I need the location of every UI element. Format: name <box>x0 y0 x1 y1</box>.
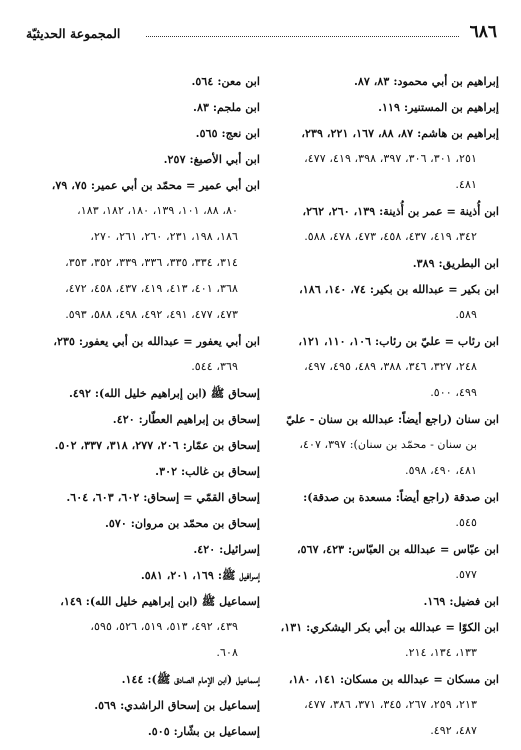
index-entry-continuation: ٣٤٢، ٤١٩، ٤٣٧، ٤٥٨، ٤٧٣، ٤٧٨، ٥٨٨. <box>304 230 477 243</box>
index-entry-continuation: ٨٠، ٨٨، ١٠١، ١٣٩، ١٨٠، ١٨٢، ١٨٣، <box>77 204 238 217</box>
index-entry-heading: ابن أبي يعفور = عبدالله بن أبي يعفور: ٢٣٥، <box>53 334 260 348</box>
index-entry-heading: ابن مسكان = عبدالله بن مسكان: ١٤١، ١٨٠، <box>288 672 499 686</box>
index-entry-continuation: ٥٧٧. <box>455 568 477 581</box>
index-entry-heading: إسرافيل ﷺ: ١٦٩، ٢٠١، ٥٨١. <box>140 568 260 582</box>
index-entry-heading: إسماعيل بن بشّار: ٥٠٥. <box>147 724 260 738</box>
index-entry-heading: إسحاق بن غالب: ٣٠٢. <box>155 464 260 478</box>
index-entry-heading: إسحاق بن محمّد بن مروان: ٥٧٠. <box>104 516 260 530</box>
index-entry <box>267 614 499 666</box>
index-entry <box>267 588 499 614</box>
index-entry-heading: ابن فضيل: ١٦٩. <box>423 594 499 608</box>
index-entry <box>267 94 499 120</box>
index-entry-continuation: ١٣٣، ١٣٤، ٢١٤. <box>405 646 477 659</box>
index-entry-continuation: ٤٨١، ٤٩٠، ٥٩٨. <box>405 464 477 477</box>
index-entry-continuation: ٢٥١، ٣٠١، ٣٠٦، ٣٩٧، ٣٩٨، ٤١٩، ٤٧٧، <box>304 152 477 165</box>
index-entry-continuation: ٤٩٩، ٥٠٠. <box>430 386 477 399</box>
index-entry-continuation: ٤٣٩، ٤٩٢، ٥١٣، ٥١٩، ٥٢٦، ٥٩٥، <box>90 620 238 633</box>
index-entry <box>267 250 499 276</box>
index-entry-heading: ابن أُذينة = عمر بن أُذينة: ١٣٩، ٢٦٠، ٢٦٢، <box>302 204 499 218</box>
index-entry-continuation: ٤٨٧، ٤٩٢. <box>430 724 477 737</box>
index-entry-heading: إسماعيل (ابن الإمام الصادق ﷺ): ١٤٤. <box>121 672 260 686</box>
index-entry-heading: ابن أبي عمير = محمّد بن أبي عمير: ٧٥، ٧٩، <box>51 178 260 192</box>
index-entry <box>267 536 499 588</box>
index-entry <box>267 68 499 94</box>
index-entry-heading: إسحاق القمّي = إسحاق: ٦٠٢، ٦٠٣، ٦٠٤. <box>66 490 260 504</box>
index-entry-continuation: ٢١٣، ٢٥٩، ٢٦٧، ٣٤٥، ٣٧١، ٣٨٦، ٤٧٧، <box>304 698 477 711</box>
index-entry <box>267 120 499 198</box>
index-entry-heading: ابن البطريق: ٣٨٩. <box>412 256 499 270</box>
index-entry <box>28 328 260 380</box>
index-entry <box>28 588 260 666</box>
index-entry <box>28 120 260 146</box>
index-entry <box>28 432 260 458</box>
index-entry <box>28 406 260 432</box>
index-entry-heading: إسرائيل: ٤٢٠. <box>193 542 260 556</box>
index-entry <box>267 276 499 328</box>
running-title: المجموعة الحديثيّة <box>26 26 121 41</box>
index-entry-heading: ابن سنان (راجع أيضاً: عبدالله بن سنان - عليّ <box>286 412 499 426</box>
index-entry-heading: ابن معن: ٥٦٤. <box>191 74 260 88</box>
index-entry-continuation: بن سنان - محمّد بن سنان): ٣٩٧، ٤٠٧، <box>299 438 477 451</box>
index-entry-heading: إسحاق بن إبراهيم العطّار: ٤٢٠. <box>112 412 260 426</box>
index-entry-heading: إسحاق ﷺ (ابن إبراهيم خليل الله): ٤٩٢. <box>69 386 260 400</box>
index-entry <box>28 172 260 328</box>
index-entry <box>28 666 260 692</box>
index-entry-continuation: ٦٠٨. <box>216 646 238 659</box>
index-entry-continuation: ١٨٦، ١٩٨، ٢٣١، ٢٦٠، ٢٦١، ٢٧٠، <box>90 230 238 243</box>
index-entry-heading: ابن صدقة (راجع أيضاً: مسعدة بن صدقة): <box>303 490 499 504</box>
index-entry-heading: ابن بكير = عبدالله بن بكير: ٧٤، ١٤٠، ١٨٦، <box>299 282 499 296</box>
index-entry-continuation: ٤٧٣، ٤٧٧، ٤٩١، ٤٩٢، ٤٩٨، ٥٨٨، ٥٩٣. <box>65 308 238 321</box>
index-entry <box>28 380 260 406</box>
page-number: ٦٨٦ <box>469 22 497 42</box>
index-entry <box>28 718 260 744</box>
index-entry-heading: ابن رئاب = عليّ بن رئاب: ١٠٦، ١١٠، ١٢١، <box>298 334 499 348</box>
index-entry-continuation: ٤٨١. <box>455 178 477 191</box>
index-entry-heading: إبراهيم بن المستنير: ١١٩. <box>378 100 499 114</box>
index-entry <box>28 536 260 562</box>
index-entry-heading: ابن الكوّا = عبدالله بن أبي بكر اليشكري: ١٣١، <box>280 620 499 634</box>
header-dotted-rule <box>146 36 459 37</box>
index-entry-heading: إسحاق بن عمّار: ٢٠٦، ٢٧٧، ٣١٨، ٣٣٧، ٥٠٢. <box>54 438 260 452</box>
index-column-right <box>267 68 499 744</box>
index-entry-heading: إبراهيم بن أبي محمود: ٨٣، ٨٧. <box>353 74 499 88</box>
index-entry-heading: ابن عبّاس = عبدالله بن العبّاس: ٤٢٣، ٥٦٧، <box>296 542 499 556</box>
index-entry <box>28 146 260 172</box>
index-entry-heading: إسماعيل بن إسحاق الراشدي: ٥٦٩. <box>94 698 260 712</box>
index-entry <box>28 484 260 510</box>
index-entry-continuation: ٥٤٥. <box>455 516 477 529</box>
index-column-left <box>28 68 260 744</box>
index-entry-heading: ابن نعج: ٥٦٥. <box>195 126 260 140</box>
index-entry <box>267 484 499 536</box>
index-entry <box>267 328 499 406</box>
index-entry-continuation: ٣٦٨، ٤٠١، ٤١٣، ٤١٩، ٤٣٧، ٤٥٨، ٤٧٢، <box>65 282 238 295</box>
index-entry <box>28 692 260 718</box>
index-entry <box>28 68 260 94</box>
index-entry <box>267 406 499 484</box>
index-entry <box>28 458 260 484</box>
index-entry <box>267 198 499 250</box>
index-entry-continuation: ٥٨٩. <box>455 308 477 321</box>
index-entry-heading: ابن أبي الأصبغ: ٢٥٧. <box>163 152 260 166</box>
index-entry <box>28 562 260 588</box>
index-entry-heading: إبراهيم بن هاشم: ٨٧، ٨٨، ١٦٧، ٢٢١، ٢٣٩، <box>301 126 499 140</box>
index-entry <box>28 510 260 536</box>
index-entry-continuation: ٣٦٩، ٥٤٤. <box>191 360 238 373</box>
index-entry <box>267 666 499 744</box>
index-entry-heading: ابن ملجم: ٨٣. <box>193 100 260 114</box>
index-entry-continuation: ٣١٤، ٣٣٤، ٣٣٥، ٣٣٦، ٣٣٩، ٣٥٢، ٣٥٣، <box>65 256 238 269</box>
page-header <box>26 22 497 48</box>
index-entry-heading: إسماعيل ﷺ (ابن إبراهيم خليل الله): ١٤٩، <box>60 594 260 608</box>
index-entry-continuation: ٢٤٨، ٣٢٧، ٣٤٦، ٣٨٨، ٤٨٩، ٤٩٥، ٤٩٧، <box>304 360 477 373</box>
index-entry <box>28 94 260 120</box>
